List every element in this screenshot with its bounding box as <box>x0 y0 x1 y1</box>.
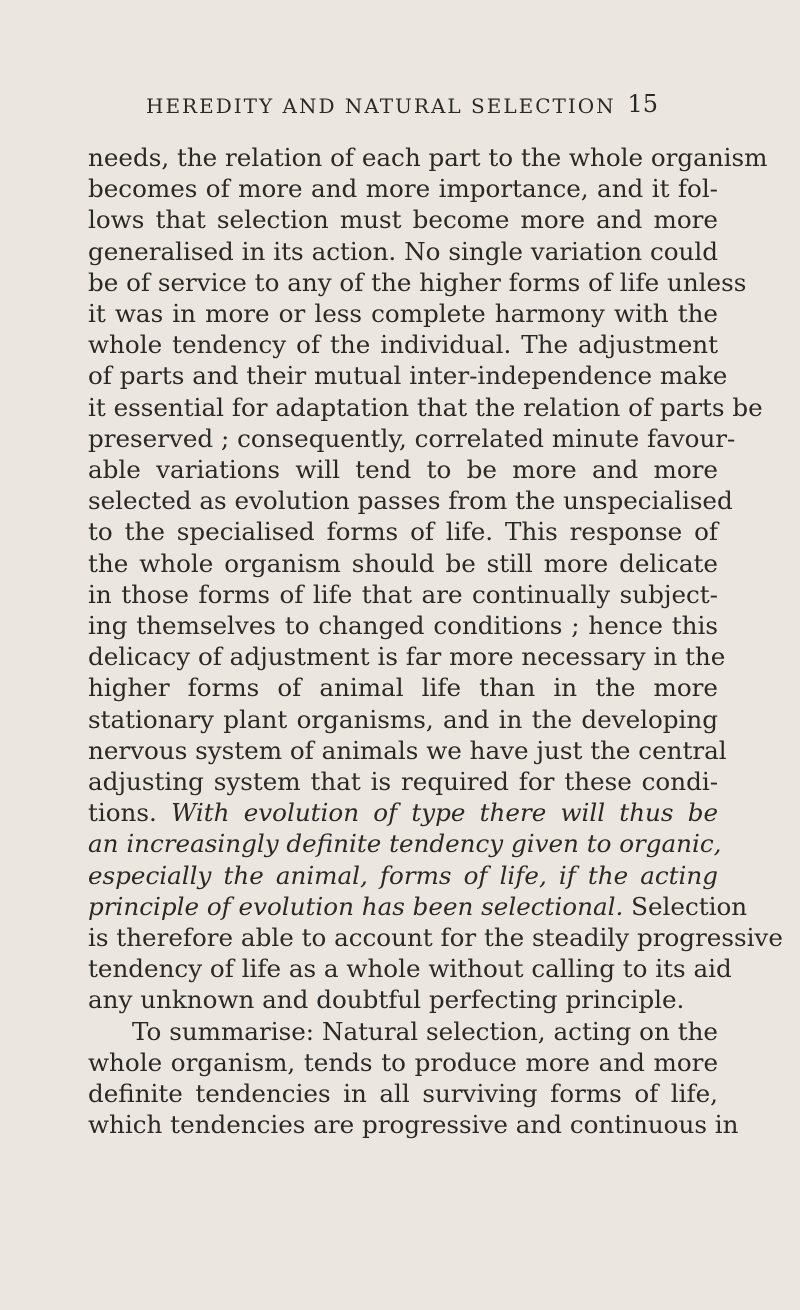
text-line: whole tendency of the individual. The adjustment <box>88 330 718 360</box>
line-italic-part: With evolution of type there will thus be <box>171 798 718 828</box>
text-line: of parts and their mutual inter-independence make <box>88 361 728 391</box>
text-line: which tendencies are progressive and continuous in <box>88 1110 739 1140</box>
line-normal-part: Selection <box>631 891 748 921</box>
text-line: generalised in its action. No single variation could <box>88 236 718 266</box>
text-line: it was in more or less complete harmony with the <box>88 299 718 329</box>
text-line: be of service to any of the higher forms of life unless <box>88 267 747 297</box>
text-line: to the specialised forms of life. This response of <box>88 517 718 547</box>
line-italic-part: principle of evolution has been selectional. <box>88 891 624 921</box>
paragraph-end-line: any unknown and doubtful perfecting principle. <box>88 985 685 1015</box>
text-line: lows that selection must become more and more <box>88 205 718 235</box>
text-line: nervous system of animals we have just the central <box>88 735 727 765</box>
text-line: tendency of life as a whole without calling to its aid <box>88 954 732 984</box>
text-line: it essential for adaptation that the relation of parts be <box>88 392 763 422</box>
text-line: able variations will tend to be more and more <box>88 455 718 485</box>
text-line: the whole organism should be still more delicate <box>88 548 718 578</box>
text-line: ing themselves to changed conditions ; hence this <box>88 611 718 641</box>
text-line-italic: especially the animal, forms of life, if the acting <box>88 860 718 890</box>
text-line: preserved ; consequently, correlated minute favour- <box>88 423 736 453</box>
text-line: in those forms of life that are continually subject- <box>88 579 718 609</box>
text-line: higher forms of animal life than in the more <box>88 673 718 703</box>
text-line: selected as evolution passes from the unspecialised <box>88 486 733 516</box>
text-line: whole organism, tends to produce more and more <box>88 1047 718 1077</box>
text-line: stationary plant organisms, and in the developing <box>88 704 718 734</box>
body-text <box>88 142 783 1141</box>
text-line <box>88 891 748 922</box>
text-line: needs, the relation of each part to the whole organism <box>88 143 768 172</box>
page-number: 15 <box>627 90 658 118</box>
text-line: becomes of more and more importance, and it fol- <box>88 174 718 204</box>
paragraph-start-line: To summarise: Natural selection, acting on the <box>132 1016 718 1046</box>
text-line: is therefore able to account for the steadily progressive <box>88 923 783 953</box>
running-title: HEREDITY AND NATURAL SELECTION <box>146 94 616 118</box>
text-line-italic: an increasingly definite tendency given to organic, <box>88 829 722 859</box>
text-line <box>88 797 718 828</box>
text-line: adjusting system that is required for these condi- <box>88 767 718 797</box>
line-normal-part: tions. <box>88 798 157 828</box>
text-line: delicacy of adjustment is far more necessary in the <box>88 642 726 672</box>
text-line: definite tendencies in all surviving forms of life, <box>88 1079 718 1109</box>
